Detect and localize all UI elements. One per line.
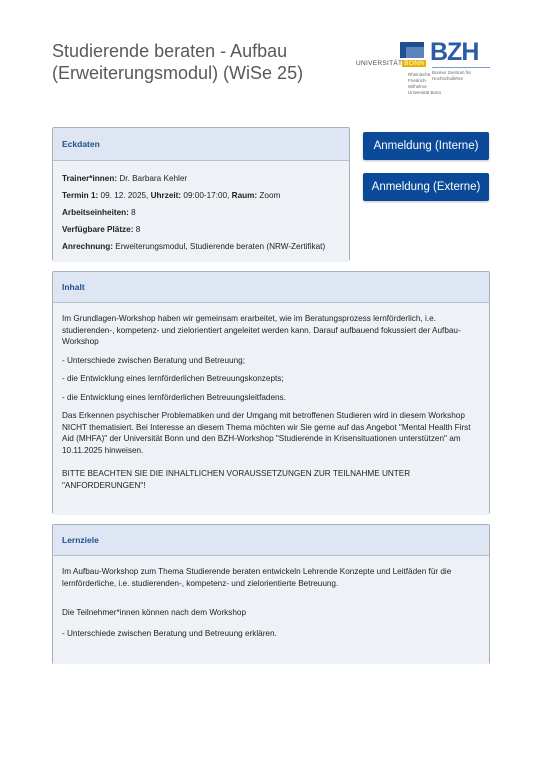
university-logo-icon: [400, 42, 424, 58]
inhalt-paragraph: - Unterschiede zwischen Beratung und Betreuung;: [62, 355, 245, 365]
plaetze-value: 8: [135, 225, 141, 234]
inhalt-panel: [52, 271, 490, 514]
plaetze-label: Verfügbare Plätze:: [62, 225, 134, 234]
eckdaten-body: [53, 161, 349, 262]
inhalt-paragraph: Das Erkennen psychischer Problematiken und der Umgang mit betroffenen Studieren wird in diesem Workshop NICHT thematisiert. Bei Interesse an diesem Thema möchten wir Sie gerne auf das Angebot "Mental Health First Aid (MHFA)" der Universität Bonn und den BZH-Workshop "Studierende in Krisensituationen unterstützen" am 10.11.2025 hinweisen.: [62, 411, 471, 455]
lernziele-body: [53, 556, 489, 664]
university-logo-text: [356, 60, 426, 67]
anrechnung-row: [62, 238, 340, 255]
raum-value: Zoom: [259, 191, 281, 200]
arbeitseinheiten-value: 8: [131, 208, 136, 217]
arbeitseinheiten-label: Arbeitseinheiten:: [62, 208, 129, 217]
bzh-logo-rule: [432, 67, 490, 68]
eckdaten-panel: [52, 127, 350, 261]
uhrzeit-value: 09:00-17:00,: [183, 191, 230, 200]
inhalt-body: [53, 303, 489, 515]
termin-date: 09. 12. 2025,: [100, 191, 149, 200]
trainer-value: Dr. Barbara Kehler: [119, 174, 188, 183]
anrechnung-value: Erweiterungsmodul, Studierende beraten (NRW-Zertifikat): [115, 242, 326, 251]
register-external-button[interactable]: Anmeldung (Externe): [363, 173, 489, 201]
university-logo-subtitle: Rheinische Friedrich-Wilhelms-Universität Bonn: [408, 72, 442, 95]
inhalt-header: Inhalt: [53, 272, 489, 303]
university-word: UNIVERSITÄT: [356, 60, 403, 67]
plaetze-row: [62, 221, 340, 238]
logo-group: [356, 40, 496, 96]
lernziele-header: Lernziele: [53, 525, 489, 556]
bzh-logo-subtitle: Bonner Zentrum für Hochschullehre: [432, 70, 472, 81]
lernziele-paragraph: Im Aufbau-Workshop zum Thema Studierende beraten entwickeln Lehrende Konzepte und Leitfäden für die lernförderliche, i.e. studierenden-, kompetenz- und zielorientierte Betreuung.: [62, 567, 452, 588]
register-internal-button[interactable]: Anmeldung (Interne): [363, 132, 489, 160]
page-title: Studierende beraten - Aufbau (Erweiterungsmodul) (WiSe 25): [52, 41, 304, 83]
eckdaten-header: Eckdaten: [53, 128, 349, 161]
arbeitseinheiten-row: [62, 204, 340, 221]
anrechnung-label: Anrechnung:: [62, 242, 113, 251]
trainer-row: [62, 170, 340, 187]
bonn-word: BONN: [404, 60, 425, 67]
uhrzeit-label: Uhrzeit:: [150, 191, 182, 200]
inhalt-paragraph: Im Grundlagen-Workshop haben wir gemeinsam erarbeitet, wie im Beratungsprozess lernförderlich, i.e. studierenden-, kompetenz- und zielorientiert angeleitet werden kann. Darauf aufbauend fokussiert der Aufbau-Workshop: [62, 314, 461, 346]
inhalt-paragraph: BITTE BEACHTEN SIE DIE INHALTLICHEN VORAUSSETZUNGEN ZUR TEILNAHME UNTER "ANFORDERUNGEN"!: [62, 469, 411, 490]
trainer-label: Trainer*innen:: [62, 174, 118, 183]
inhalt-paragraph: - die Entwicklung eines lernförderlichen Betreuungskonzepts;: [62, 374, 284, 383]
raum-label: Raum:: [231, 191, 258, 200]
inhalt-paragraph: - die Entwicklung eines lernförderlichen Betreuungsleitfadens.: [62, 392, 286, 402]
lernziele-paragraph: - Unterschiede zwischen Beratung und Betreuung erklären.: [62, 628, 277, 638]
termin-label: Termin 1:: [62, 191, 99, 200]
lernziele-paragraph: Die Teilnehmer*innen können nach dem Workshop: [62, 608, 247, 617]
lernziele-panel: [52, 524, 490, 664]
termin-row: [62, 187, 340, 204]
bzh-logo: BZH: [430, 38, 479, 66]
